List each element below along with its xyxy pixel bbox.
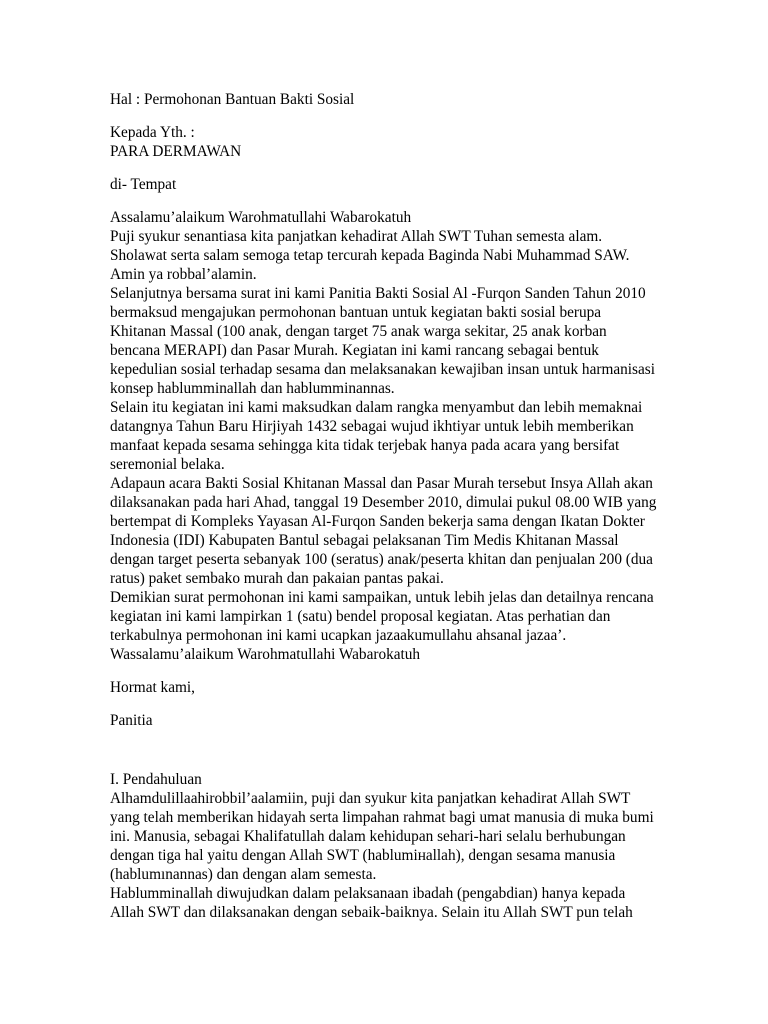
body-line: datangnya Tahun Baru Hirjiyah 1432 sebagai wujud ikhtiyar untuk lebih memberikan [110, 418, 634, 435]
section-line: yang telah memberikan hidayah serta limpahan rahmat bagi umat manusia di muka bumi [110, 809, 654, 826]
letter-closing: Hormat kami, [110, 679, 195, 696]
body-line: manfaat kepada sesama sehingga kita tidak terjebak hanya pada acara yang bersifat [110, 437, 620, 454]
letter-signature: Panitia [110, 712, 153, 729]
section-line: Hablumminallah diwujudkan dalam pelaksanaan ibadah (pengabdian) hanya kepada [110, 885, 626, 902]
spacer [110, 664, 670, 678]
section-line: Allah SWT dan dilaksanakan dengan sebaik-baiknya. Selain itu Allah SWT pun telah [110, 904, 633, 921]
body-line: konsep hablumminallah dan hablumminannas. [110, 380, 395, 397]
spacer [110, 194, 670, 208]
section-line: ini. Manusia, sebagai Khalifatullah dalam kehidupan sehari-hari selalu berhubungan [110, 828, 626, 845]
spacer [110, 730, 670, 770]
body-line: dilaksanakan pada hari Ahad, tanggal 19 Desember 2010, dimulai pukul 08.00 WIB yang [110, 494, 657, 511]
body-line: Sholawat serta salam semoga tetap tercurah kepada Baginda Nabi Muhammad SAW. [110, 247, 630, 264]
section-heading: I. Pendahuluan [110, 771, 202, 788]
section-line: dengan tiga hal yaitu dengan Allah SWT (hablumінallah), dengan sesama manusia [110, 847, 616, 864]
body-line: Wassalamu’alaikum Warohmatullahi Wabarokatuh [110, 646, 421, 663]
letter-subject: Hal : Permohonan Bantuan Bakti Sosial [110, 91, 355, 108]
recipient-to: Kepada Yth. : [110, 124, 195, 141]
body-line: Indonesia (IDI) Kabupaten Bantul sebagai pelaksanan Tim Medis Khitanan Massal [110, 532, 619, 549]
body-line: Khitanan Massal (100 anak, dengan target 75 anak warga sekitar, 25 anak korban [110, 323, 607, 340]
body-line: Amin ya robbal’alamin. [110, 266, 257, 283]
body-line: Demikian surat permohonan ini kami sampaikan, untuk lebih jelas dan detailnya rencana [110, 589, 654, 606]
recipient-place: di- Tempat [110, 176, 177, 193]
recipient-name: PARA DERMAWAN [110, 143, 242, 160]
body-line: kegiatan ini kami lampirkan 1 (satu) bendel proposal kegiatan. Atas perhatian dan [110, 608, 611, 625]
spacer [110, 161, 670, 175]
body-line: dengan target peserta sebanyak 100 (seratus) anak/peserta khitan dan penjualan 200 (dua [110, 551, 653, 568]
body-line: ratus) paket sembako murah dan pakaian pantas pakai. [110, 570, 444, 587]
body-line: terkabulnya permohonan ini kami ucapkan jazaakumullahu ahsanal jazaa’. [110, 627, 567, 644]
body-line: bermaksud mengajukan permohonan bantuan untuk kegiatan bakti sosial berupa [110, 304, 602, 321]
body-line: kepedulian sosial terhadap sesama dan melaksanakan kewajiban insan untuk harmanisasi [110, 361, 655, 378]
body-line: Selain itu kegiatan ini kami maksudkan dalam rangka menyambut dan lebih memaknai [110, 399, 643, 416]
body-line: Puji syukur senantiasa kita panjatkan kehadirat Allah SWT Tuhan semesta alam. [110, 228, 603, 245]
body-line: seremonial belaka. [110, 456, 225, 473]
letter-greeting: Assalamu’alaikum Warohmatullahi Wabarokatuh [110, 209, 412, 226]
body-line: bertempat di Kompleks Yayasan Al-Furqon Sanden bekerja sama dengan Ikatan Dokter [110, 513, 645, 530]
spacer [110, 697, 670, 711]
body-line: bencana MERAPI) dan Pasar Murah. Kegiatan ini kami rancang sebagai bentuk [110, 342, 599, 359]
section-line: Alhamdulillaahirobbil’aalamiin, puji dan syukur kita panjatkan kehadirat Allah SWT [110, 790, 631, 807]
letter-document [110, 90, 670, 922]
letter-body [110, 227, 670, 664]
body-line: Adapaun acara Bakti Sosial Khitanan Massal dan Pasar Murah tersebut Insya Allah akan [110, 475, 653, 492]
section-body [110, 789, 670, 922]
body-line: Selanjutnya bersama surat ini kami Panitia Bakti Sosial Al -Furqon Sanden Tahun 2010 [110, 285, 646, 302]
spacer [110, 109, 670, 123]
section-line: (hablumınannas) dan dengan alam semesta. [110, 866, 377, 883]
